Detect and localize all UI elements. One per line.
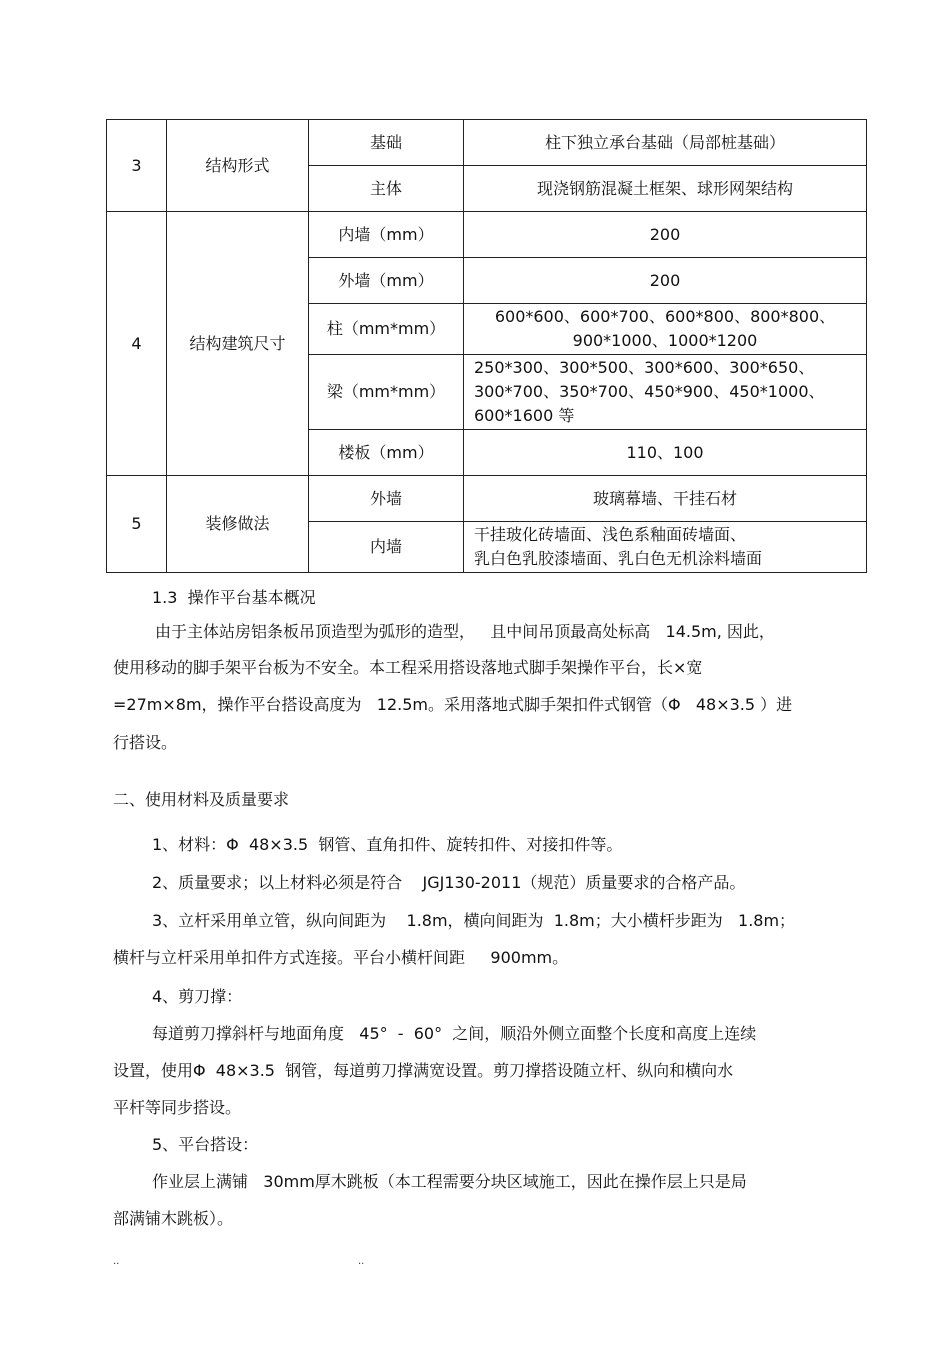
row-value: 现浇钢筋混凝土框架、球形网架结构 [464, 166, 867, 212]
footer-mark-right: .. [358, 1256, 365, 1267]
row-value [464, 522, 867, 573]
row-value: 110、100 [464, 430, 867, 476]
row-item: 基础 [309, 120, 464, 166]
section-1-3-title: 1.3 操作平台基本概况 [152, 588, 316, 607]
section-2-title: 二、使用材料及质量要求 [113, 790, 290, 809]
value-line: 250*300、300*500、300*600、300*650、 [474, 358, 815, 377]
row-category: 结构建筑尺寸 [167, 212, 309, 476]
paragraph-line: 每道剪刀撑斜杆与地面角度 45° - 60° 之间，顺沿外侧立面整个长度和高度上连续 [152, 1024, 757, 1043]
row-item: 外墙 [309, 476, 464, 522]
paragraph-line: 作业层上满铺 30mm厚木跳板（本工程需要分块区域施工，因此在操作层上只是局 [152, 1172, 747, 1191]
row-item: 内墙（mm） [309, 212, 464, 258]
list-item: 5、平台搭设： [152, 1135, 259, 1154]
row-value: 玻璃幕墙、干挂石材 [464, 476, 867, 522]
row-number: 5 [107, 476, 167, 573]
row-item: 柱（mm*mm） [309, 304, 464, 355]
row-value: 柱下独立承台基础（局部桩基础） [464, 120, 867, 166]
row-value [464, 304, 867, 355]
row-item: 楼板（mm） [309, 430, 464, 476]
row-item: 梁（mm*mm） [309, 355, 464, 430]
paragraph-line: 由于主体站房铝条板吊顶造型为弧形的造型， 且中间吊顶最高处标高 14.5m, 因此， [155, 622, 775, 641]
row-category: 装修做法 [167, 476, 309, 573]
table-row [107, 120, 867, 166]
row-value: 200 [464, 258, 867, 304]
row-item: 内墙 [309, 522, 464, 573]
table-row [107, 476, 867, 522]
row-item: 外墙（mm） [309, 258, 464, 304]
value-line: 300*700、350*700、450*900、450*1000、 [474, 382, 825, 401]
paragraph-line: =27m×8m，操作平台搭设高度为 12.5m。采用落地式脚手架扣件式钢管（Φ 48×3.5 ）进 [113, 695, 793, 714]
paragraph-line: 设置，使用Φ 48×3.5 钢管，每道剪刀撑满宽设置。剪刀撑搭设随立杆、纵向和横向水 [113, 1061, 734, 1080]
row-number: 3 [107, 120, 167, 212]
paragraph-line: 平杆等同步搭设。 [113, 1098, 242, 1117]
paragraph-line: 行搭设。 [113, 733, 178, 752]
row-value: 200 [464, 212, 867, 258]
value-line: 干挂玻化砖墙面、浅色系釉面砖墙面、 [474, 525, 747, 544]
value-line: 乳白色乳胶漆墙面、乳白色无机涂料墙面 [474, 549, 763, 568]
row-value [464, 355, 867, 430]
value-line: 900*1000、1000*1200 [572, 331, 758, 350]
value-line: 600*1600 等 [474, 406, 575, 425]
list-item: 3、立杆采用单立管，纵向间距为 1.8m，横向间距为 1.8m；大小横杆步距为 1.8m； [152, 911, 796, 930]
paragraph-line: 部满铺木跳板）。 [113, 1209, 234, 1228]
paragraph-line: 使用移动的脚手架平台板为不安全。本工程采用搭设落地式脚手架操作平台，长×宽 [113, 658, 703, 677]
list-item: 2、质量要求；以上材料必须是符合 JGJ130-2011（规范）质量要求的合格产品。 [152, 873, 746, 892]
value-line: 600*600、600*700、600*800、800*800、 [494, 307, 836, 326]
table-row [107, 212, 867, 258]
footer-mark-left: .. [113, 1256, 120, 1267]
paragraph-line: 横杆与立杆采用单扣件方式连接。平台小横杆间距 900mm。 [113, 948, 569, 967]
row-category: 结构形式 [167, 120, 309, 212]
list-item: 1、材料：Φ 48×3.5 钢管、直角扣件、旋转扣件、对接扣件等。 [152, 835, 623, 854]
list-item: 4、剪刀撑： [152, 987, 243, 1006]
structure-table [106, 119, 867, 573]
row-number: 4 [107, 212, 167, 476]
row-item: 主体 [309, 166, 464, 212]
